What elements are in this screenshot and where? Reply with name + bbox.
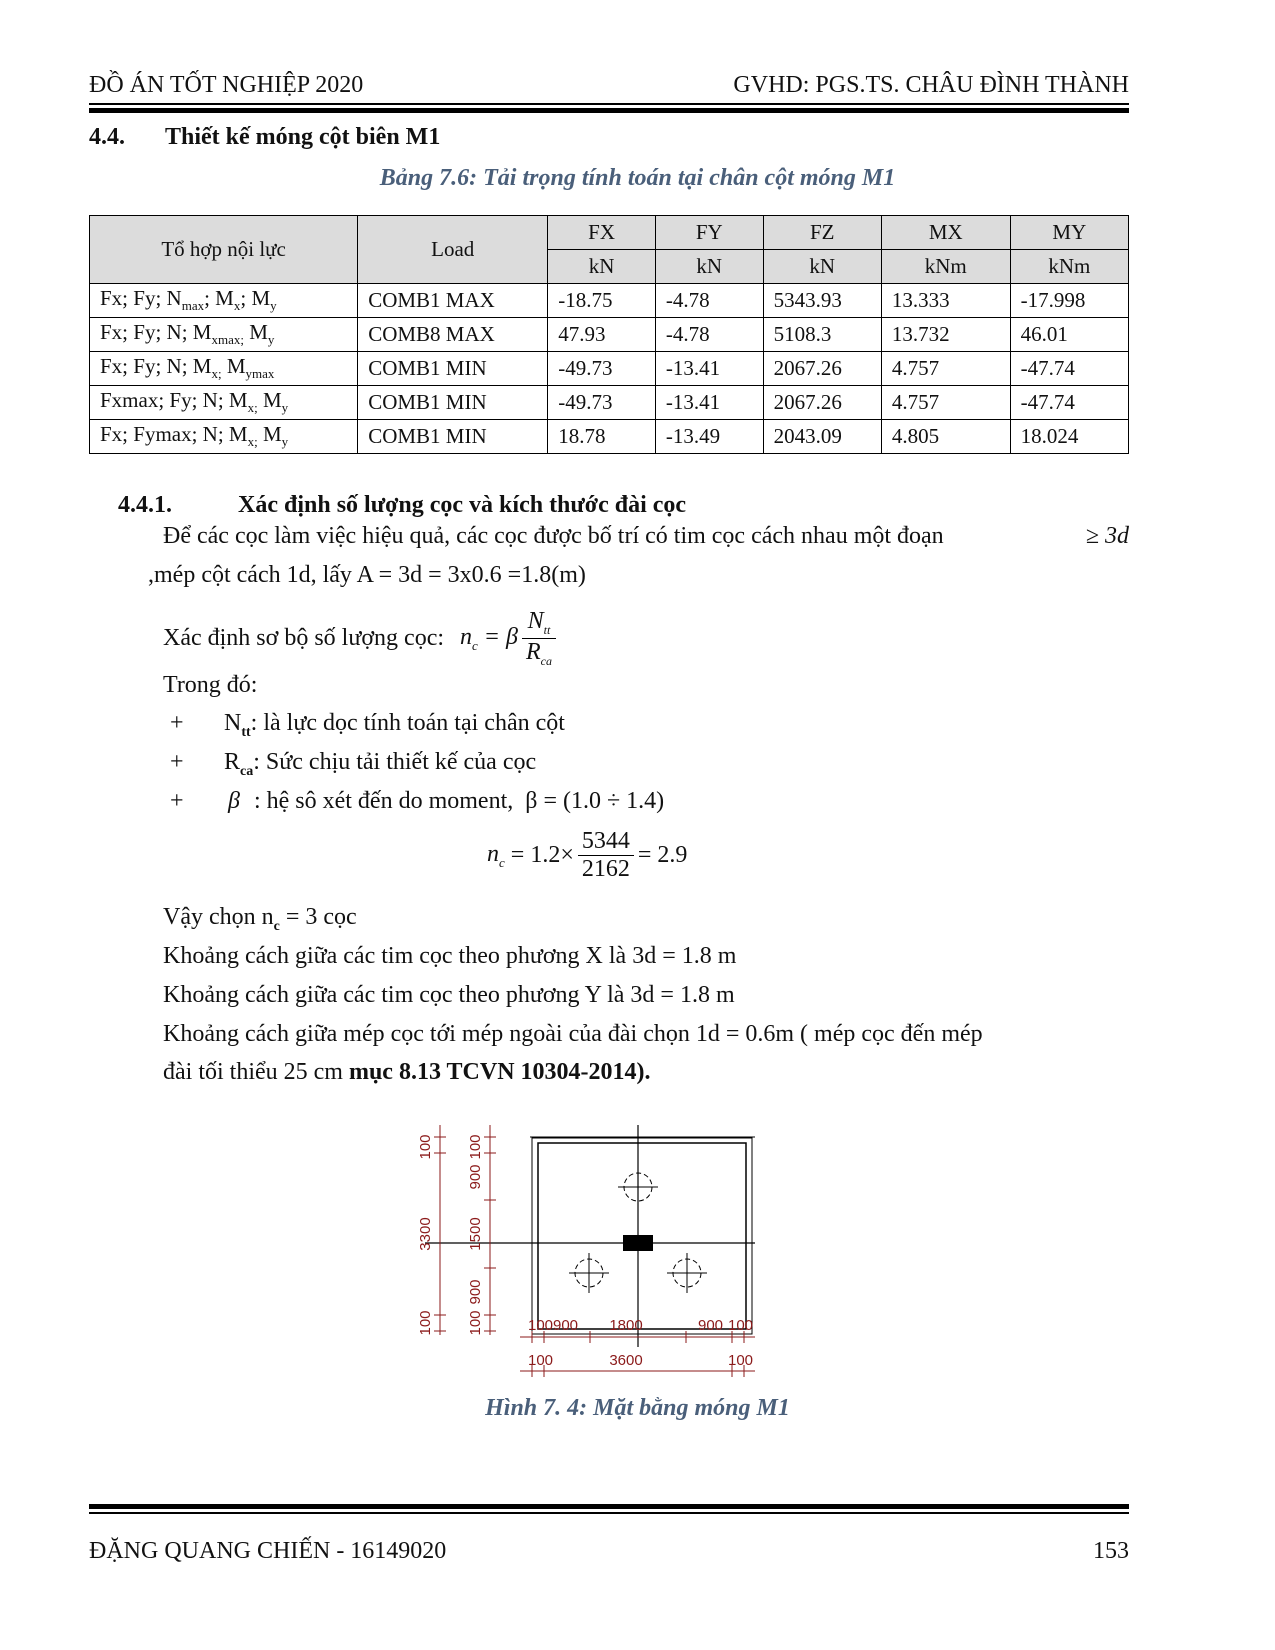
cell-load: COMB8 MAX [358, 318, 548, 352]
table-row [90, 284, 1129, 318]
paragraph-4: Vậy chọn $n_c = 3$ cọc [163, 904, 357, 934]
cell-my: 18.024 [1010, 420, 1128, 454]
table-row [90, 386, 1129, 420]
cell-fz: 2067.26 [763, 352, 881, 386]
dim-bottom-5: 100 [728, 1317, 754, 1334]
footer-left: ĐẶNG QUANG CHIẾN - 16149020 [89, 1538, 447, 1564]
dim-bottom-2: 900 [553, 1317, 579, 1334]
dim-bottom-3: 1800 [609, 1317, 643, 1334]
cell-my: 46.01 [1010, 318, 1128, 352]
paragraph-2 [163, 608, 560, 669]
subsection-title [118, 492, 686, 519]
cell-fz: 2067.26 [763, 386, 881, 420]
cell-fz: 5343.93 [763, 284, 881, 318]
cell-fx: 47.93 [548, 318, 656, 352]
formula-1-lhs: n [460, 623, 473, 650]
formula-1-denominator: $R_{ca}$ [525, 638, 552, 668]
dim-left-inner-3: 1500 [467, 1217, 484, 1251]
formula-1 [460, 608, 560, 668]
section-title-text: Thiết kế móng cột biên M1 [165, 124, 441, 150]
cell-my: -47.74 [1010, 352, 1128, 386]
formula-2-fraction [578, 828, 634, 883]
paragraph-7-line-1: Khoảng cách giữa mép cọc tới mép ngoài của đài chọn 1d = 0.6m ( mép cọc đến mép [163, 1021, 983, 1047]
table-row [90, 420, 1129, 454]
bullet-mark: + [170, 749, 184, 775]
standard-reference: mục 8.13 TCVN 10304-2014). [348, 1059, 651, 1085]
paragraph-1-text: Để các cọc làm việc hiệu quả, các cọc được bố trí có tim cọc cách nhau một đoạn [163, 523, 944, 549]
unit-mx: kNm [881, 250, 1010, 284]
cell-mx: 4.757 [881, 352, 1010, 386]
dim-bottom-1: 100 [528, 1317, 554, 1334]
cell-fx: -49.73 [548, 386, 656, 420]
left-dimension-labels [417, 1134, 484, 1335]
load-table [89, 215, 1129, 454]
pile-bottom-left [569, 1253, 609, 1293]
unit-fx: kN [548, 250, 656, 284]
dim-left-inner-4: 900 [467, 1279, 484, 1305]
col-header-fx: FX [548, 216, 656, 250]
cell-mx: 4.805 [881, 420, 1010, 454]
foundation-plan-drawing [410, 1125, 780, 1425]
bullet-2: + $R_{ca}$: Sức chịu tải thiết kế của cọc [170, 749, 537, 779]
bullet-3-math: β = (1.0 ÷ 1.4) [525, 788, 665, 814]
header-rule [89, 103, 1129, 105]
dim-bottom-7: 3600 [609, 1352, 643, 1369]
dim-bottom-8: 100 [728, 1352, 754, 1369]
paragraph-3: Trong đó: [163, 672, 258, 698]
dim-bottom-6: 100 [528, 1352, 554, 1369]
dim-left-inner-1: 100 [467, 1134, 484, 1160]
subsection-number: 4.4.1. [118, 492, 172, 518]
pile-bottom-right [667, 1253, 707, 1293]
dim-left-outer-1: 100 [417, 1134, 434, 1160]
paragraph-1-math: ≥ 3d [1085, 523, 1129, 549]
dim-left-outer-2: 3300 [417, 1217, 434, 1251]
cell-fy: -4.78 [655, 318, 763, 352]
cell-mx: 13.333 [881, 284, 1010, 318]
figure-caption: Hình 7. 4: Mặt bằng móng M1 [485, 1395, 790, 1421]
cell-fy: -13.41 [655, 386, 763, 420]
dim-left-inner-5: 100 [467, 1310, 484, 1336]
bullet-mark: + [170, 788, 184, 814]
header-rule-thick [89, 108, 1129, 113]
col-header-fz: FZ [763, 216, 881, 250]
formula-1-lhs-sub: c [472, 637, 478, 653]
cell-fx: -18.75 [548, 284, 656, 318]
bullet-1: + $N_{tt}$: là lực dọc tính toán tại chân cột [170, 710, 565, 740]
col-header-mx: MX [881, 216, 1010, 250]
bullet-2-text: : Sức chịu tải thiết kế của cọc [253, 749, 537, 775]
cell-fx: -49.73 [548, 352, 656, 386]
formula-2-numerator: 5344 [578, 828, 634, 856]
cell-my: -17.998 [1010, 284, 1128, 318]
paragraph-1-line-1 [163, 516, 944, 556]
cell-fy: -13.49 [655, 420, 763, 454]
cell-fx: 18.78 [548, 420, 656, 454]
cell-load: COMB1 MIN [358, 352, 548, 386]
bullet-mark: + [170, 710, 184, 736]
formula-2-denominator: 2162 [581, 856, 630, 882]
paragraph-6: Khoảng cách giữa các tim cọc theo phương Y là 3d = 1.8 m [163, 982, 735, 1008]
dim-left-inner-2: 900 [467, 1164, 484, 1190]
section-title [89, 124, 440, 151]
paragraph-5: Khoảng cách giữa các tim cọc theo phương X là 3d = 1.8 m [163, 943, 737, 969]
cell-fz: 2043.09 [763, 420, 881, 454]
cell-combination: Fx; Fy; $N_{max}$; $M_x$; $M_y$ [90, 284, 358, 318]
unit-fy: kN [655, 250, 763, 284]
footer-rule-thick [89, 1504, 1129, 1509]
bottom-dimension-labels [528, 1317, 753, 1369]
bullet-3: + β : hệ sô xét đến do moment, β = (1.0 ÷ 1.4) [170, 788, 665, 814]
unit-fz: kN [763, 250, 881, 284]
page-number: 153 [1093, 1538, 1129, 1564]
cell-combination: Fx; Fy; N; $M_{xmax;}$ $M_y$ [90, 318, 358, 352]
unit-my: kNm [1010, 250, 1128, 284]
subsection-title-text: Xác định số lượng cọc và kích thước đài cọc [238, 492, 687, 518]
header-left: ĐỒ ÁN TỐT NGHIỆP 2020 [89, 72, 364, 98]
header-right: GVHD: PGS.TS. CHÂU ĐÌNH THÀNH [733, 72, 1129, 98]
paragraph-2-text: Xác định sơ bộ số lượng cọc: [163, 624, 445, 651]
cell-fz: 5108.3 [763, 318, 881, 352]
formula-1-eq: = β [483, 623, 518, 650]
cell-combination: Fxmax; Fy; N; $M_{x;}$ $M_y$ [90, 386, 358, 420]
formula-1-numerator: $N_{tt}$ [522, 608, 556, 639]
table-row [90, 352, 1129, 386]
formula-2: $n_c = 1.2\times$ $\frac{5344}{2162}$ = 2.9 [487, 828, 688, 882]
paragraph-1-line-2: ,mép cột cách 1d, lấy A = 3d = 3x0.6 =1.8(m) [148, 562, 586, 588]
bullet-1-text: : là lực dọc tính toán tại chân cột [250, 710, 565, 736]
bullet-3-text: : hệ sô xét đến do moment, [253, 788, 514, 814]
cell-mx: 4.757 [881, 386, 1010, 420]
cell-load: COMB1 MAX [358, 284, 548, 318]
formula-1-fraction [522, 608, 556, 669]
cell-combination: Fx; Fymax; N; $M_{x;}$ $M_y$ [90, 420, 358, 454]
col-header-combo: Tổ hợp nội lực [90, 216, 358, 284]
cell-my: -47.74 [1010, 386, 1128, 420]
table-caption: Bảng 7.6: Tải trọng tính toán tại chân cột móng M1 [379, 165, 896, 191]
cell-load: COMB1 MIN [358, 420, 548, 454]
left-dimension-lines [434, 1125, 496, 1335]
cell-load: COMB1 MIN [358, 386, 548, 420]
cell-fy: -13.41 [655, 352, 763, 386]
dim-left-outer-3: 100 [417, 1310, 434, 1336]
pile-top [618, 1167, 658, 1207]
paragraph-7-line-2: đài tối thiểu 25 cm mục 8.13 TCVN 10304-2014). [163, 1059, 651, 1085]
col-header-load: Load [358, 216, 548, 284]
footer-rule [89, 1512, 1129, 1514]
cell-mx: 13.732 [881, 318, 1010, 352]
dim-bottom-4: 900 [698, 1317, 724, 1334]
col-header-fy: FY [655, 216, 763, 250]
cell-fy: -4.78 [655, 284, 763, 318]
col-header-my: MY [1010, 216, 1128, 250]
table-row [90, 318, 1129, 352]
cell-combination: Fx; Fy; N; $M_{x;}$ $M_{ymax}$ [90, 352, 358, 386]
column-section [623, 1235, 653, 1251]
section-number: 4.4. [89, 124, 125, 150]
